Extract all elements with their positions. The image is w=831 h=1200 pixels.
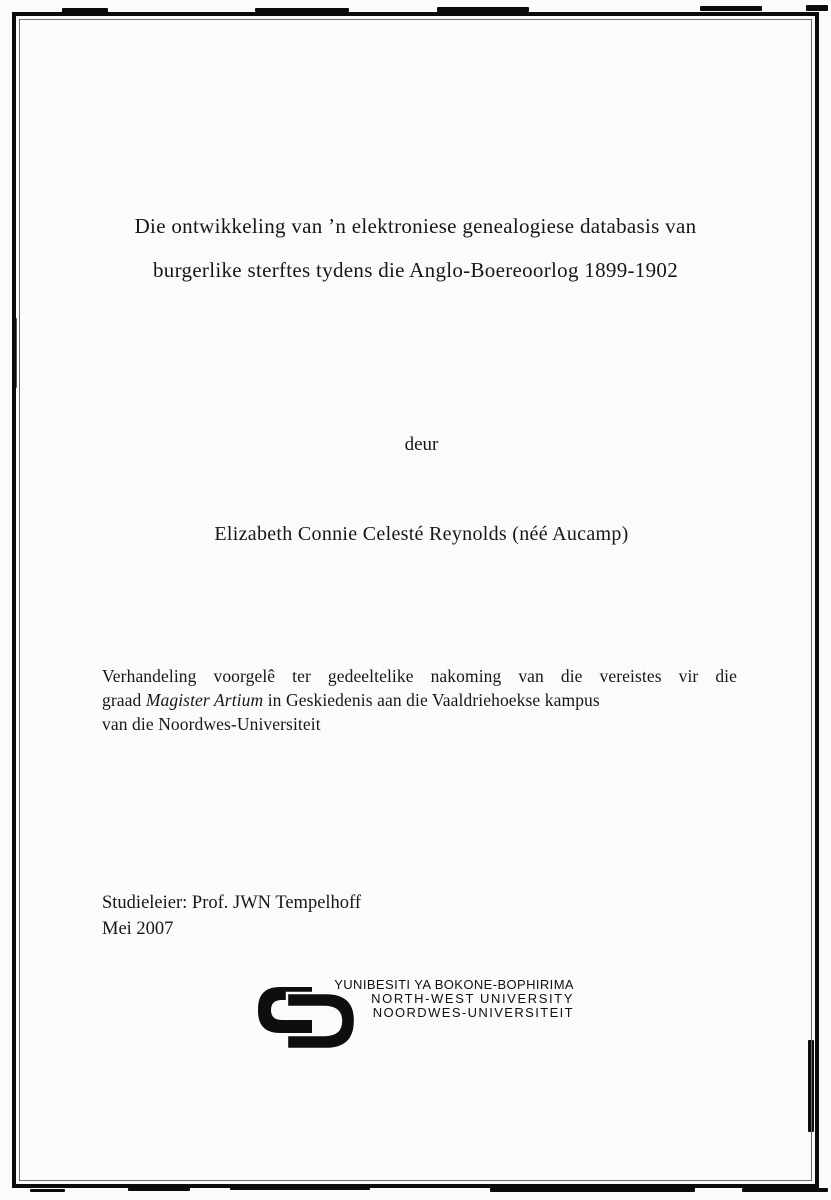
university-logo	[258, 978, 574, 1050]
scan-artifact	[742, 1188, 828, 1192]
university-logo-names	[334, 978, 574, 1020]
scan-artifact	[62, 8, 108, 13]
degree-statement-line3: van die Noordwes-Universiteit	[102, 714, 321, 734]
degree-statement	[102, 664, 737, 736]
thesis-title-line1: Die ontwikkeling van ’n elektroniese genealogiese databasis van	[134, 214, 697, 238]
university-name-english: NORTH-WEST UNIVERSITY	[371, 991, 574, 1006]
university-name-setswana: YUNIBESITI YA BOKONE-BOPHIRIMA	[334, 977, 574, 992]
scan-artifact	[700, 6, 762, 11]
thesis-title	[0, 204, 831, 292]
author-name: Elizabeth Connie Celesté Reynolds (néé Aucamp)	[214, 523, 629, 545]
scan-artifact	[230, 1186, 370, 1190]
scan-artifact	[437, 7, 529, 12]
university-name-afrikaans: NOORDWES-UNIVERSITEIT	[372, 1005, 574, 1020]
degree-statement-line2-prefix: graad	[102, 690, 146, 710]
supervisor-line: Studieleier: Prof. JWN Tempelhoff	[102, 893, 362, 913]
scan-artifact	[30, 1189, 65, 1192]
degree-statement-line2	[102, 688, 737, 712]
degree-statement-line2-suffix: in Geskiedenis aan die Vaaldriehoekse kampus	[263, 690, 600, 710]
scan-artifact	[806, 5, 828, 11]
scan-artifact	[490, 1187, 695, 1192]
supervisor-block	[102, 891, 361, 942]
scan-artifact	[808, 1040, 814, 1132]
degree-name-italic: Magister Artium	[145, 690, 264, 710]
scan-artifact	[128, 1187, 190, 1191]
degree-statement-line1: Verhandeling voorgelê ter gedeeltelike nakoming van die vereistes vir die	[102, 666, 737, 686]
scan-artifact	[12, 318, 17, 388]
scan-artifact	[255, 8, 349, 12]
byline: deur	[404, 434, 439, 455]
thesis-title-line2: burgerlike sterftes tydens die Anglo-Boereoorlog 1899-1902	[153, 258, 678, 282]
date-line: Mei 2007	[102, 918, 174, 939]
